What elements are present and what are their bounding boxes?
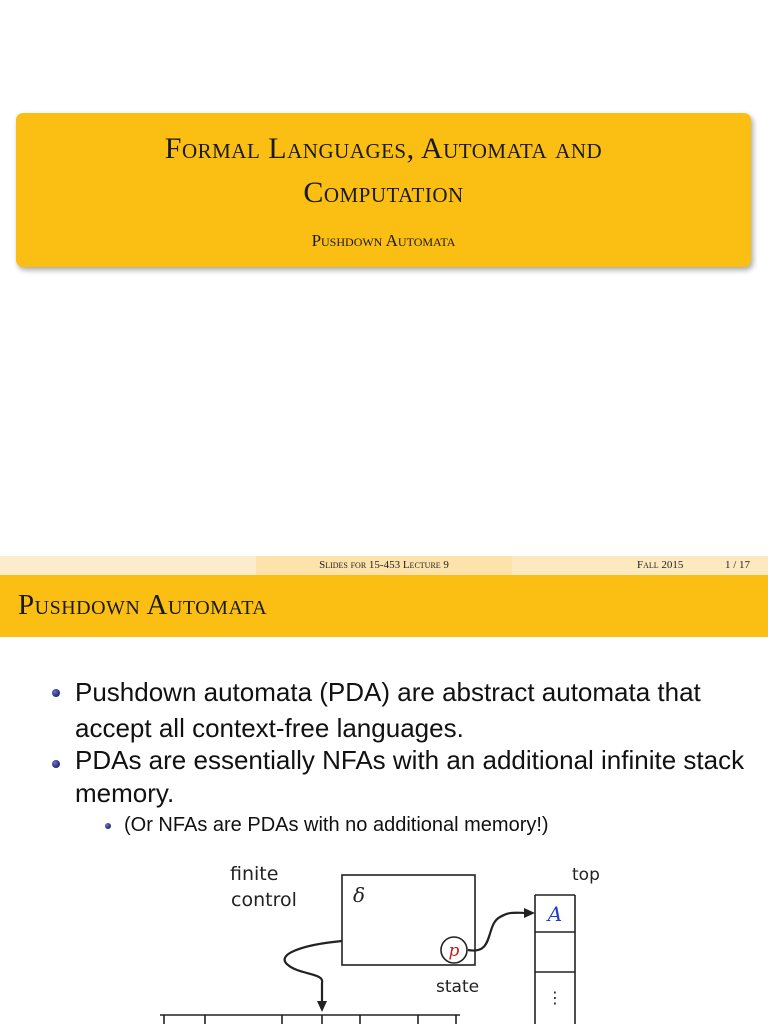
arrowhead-icon	[317, 1001, 327, 1012]
frame-title: Pushdown Automata	[18, 589, 268, 621]
stack-top-symbol: A	[547, 902, 563, 926]
finite-label: finite	[230, 863, 279, 885]
footer-date: Fall 2015	[637, 559, 684, 571]
bullet-item: Pushdown automata (PDA) are abstract automata that accept all context-free languages.	[75, 677, 701, 743]
title-box	[16, 113, 751, 267]
bullet-item: PDAs are essentially NFAs with an additional infinite stack memory.	[75, 745, 745, 808]
footer-left	[0, 556, 256, 575]
state-label: state	[436, 977, 480, 997]
pda-diagram	[150, 855, 620, 1024]
footer-right	[512, 556, 768, 575]
top-label: top	[572, 865, 600, 885]
state-to-stack-arrow	[468, 913, 530, 951]
title-line-1: Formal Languages, Automata and	[164, 132, 603, 165]
control-label: control	[231, 889, 297, 911]
page-counter: 1 / 17	[725, 559, 751, 571]
state-symbol: p	[448, 941, 460, 961]
sub-bullet-item: (Or NFAs are PDAs with no additional memory!)	[124, 814, 549, 836]
bullet-icon	[52, 689, 60, 697]
delta-symbol: δ	[353, 883, 366, 907]
arrowhead-icon	[524, 908, 535, 918]
frame-title-bar	[0, 575, 768, 637]
bullet-icon	[52, 760, 60, 768]
sub-bullet-icon	[105, 823, 111, 829]
footer-bar	[0, 556, 768, 575]
stack-dots: ⋮	[547, 988, 563, 1007]
slide-subtitle: Pushdown Automata	[311, 231, 456, 250]
footer-lecture: Slides for 15-453 Lecture 9	[256, 556, 512, 575]
title-line-2: Computation	[303, 176, 464, 209]
control-to-tape-arrow	[285, 941, 342, 1005]
slide-title	[16, 127, 751, 215]
input-tape	[160, 1015, 460, 1024]
